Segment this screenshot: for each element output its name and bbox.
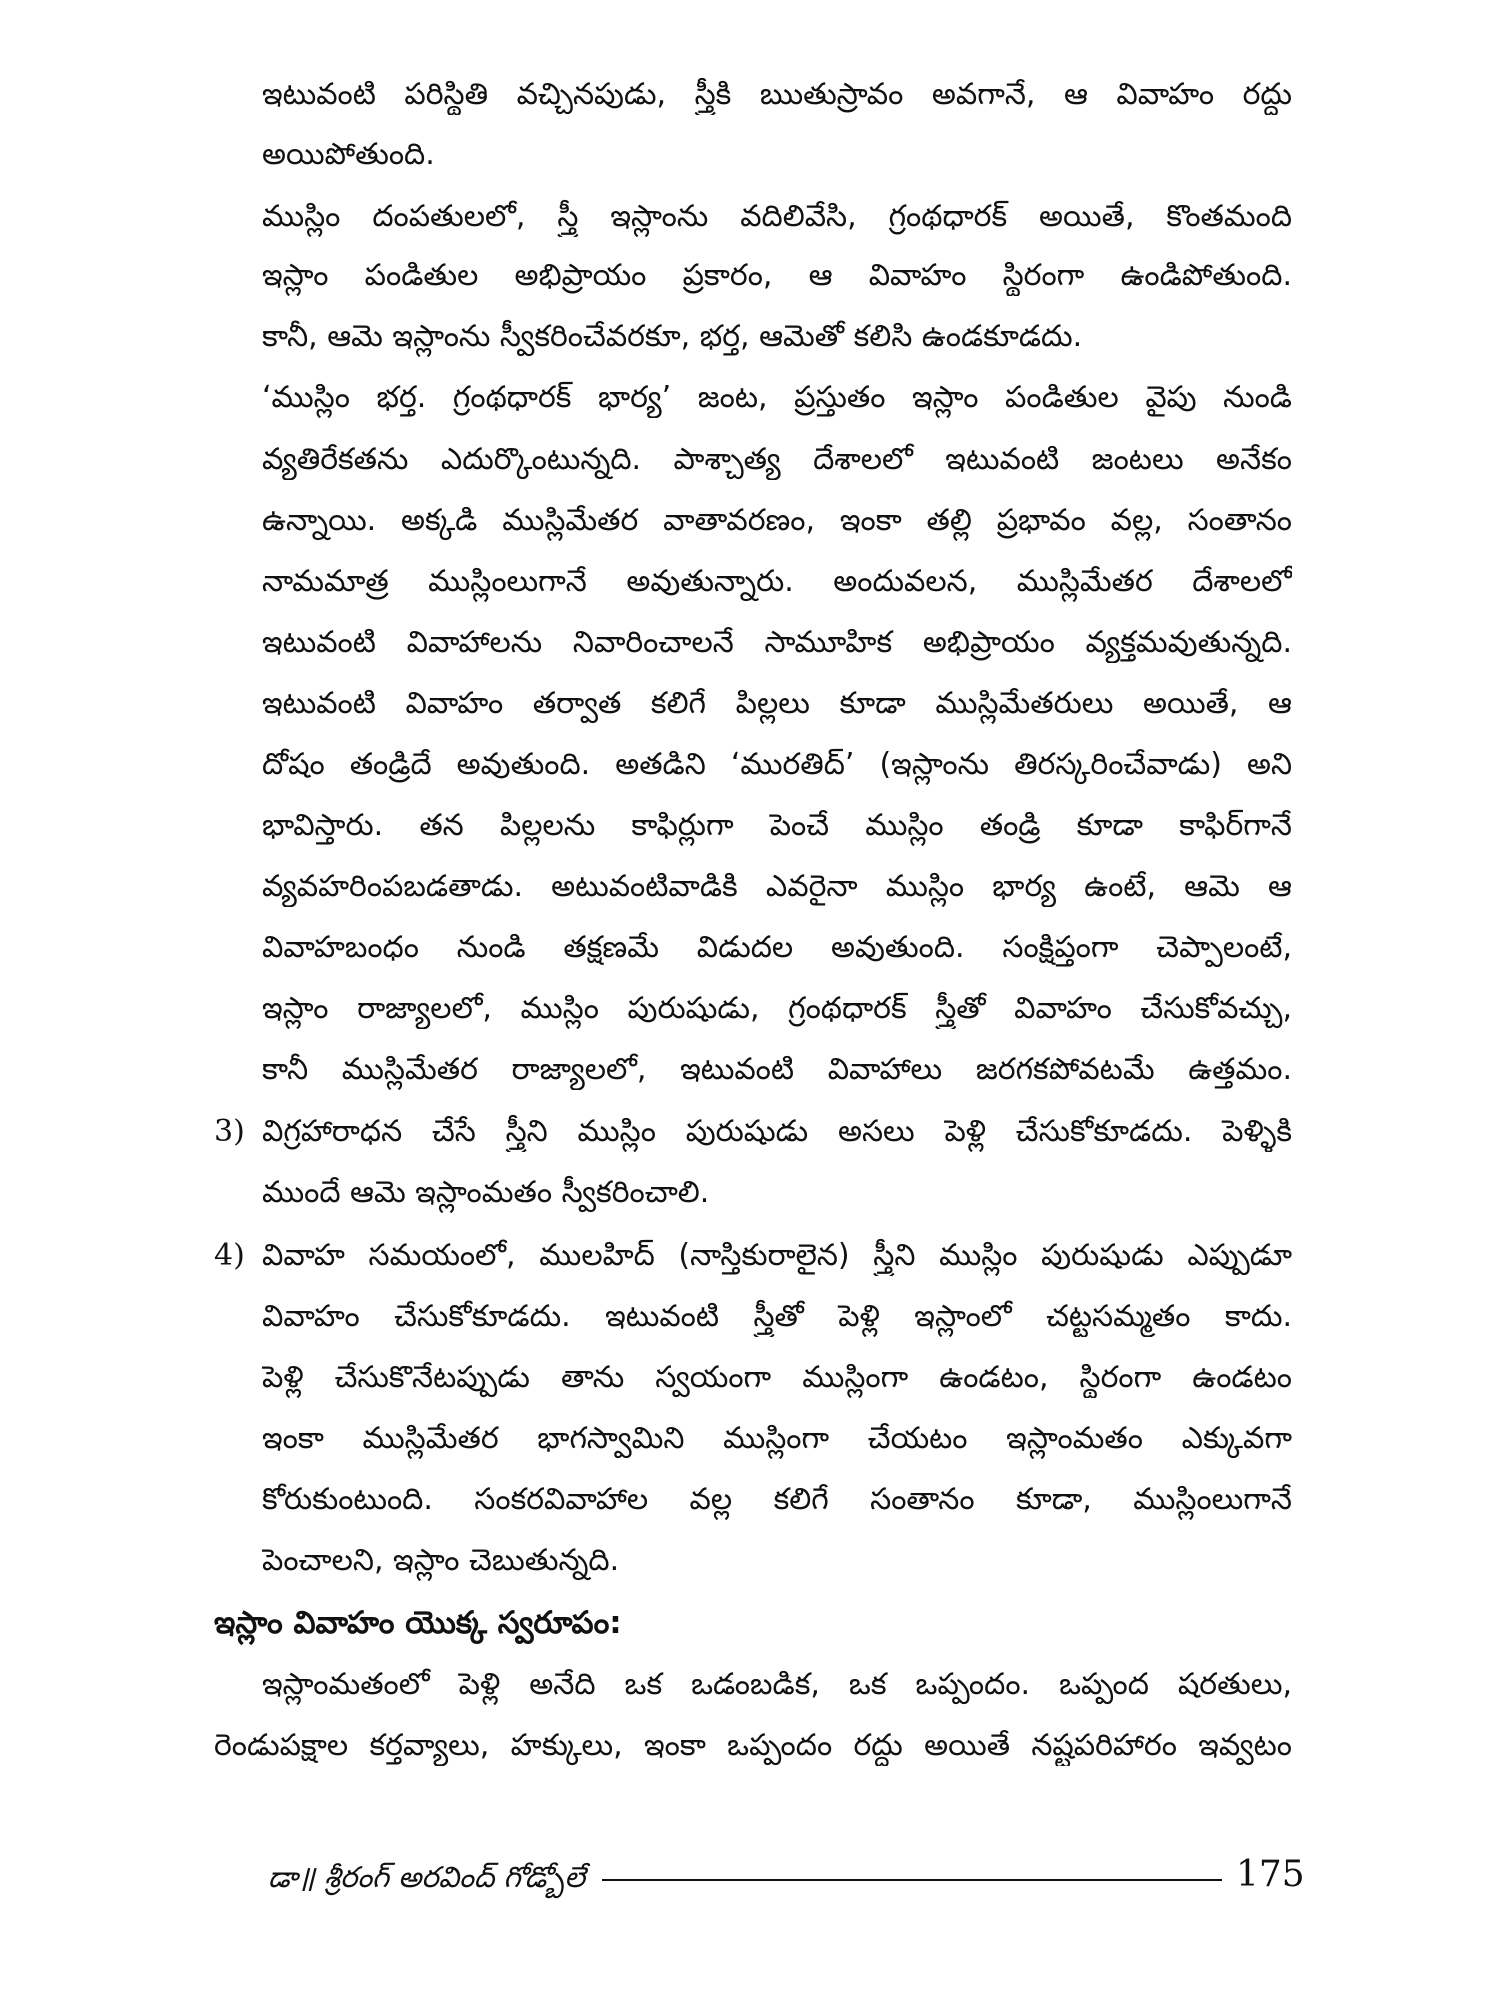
text-line: ఇస్లాం రాజ్యాలలో, ముస్లిం పురుషుడు, గ్రంథధారక్ స్త్రీతో వివాహం చేసుకోవచ్చు, — [262, 991, 1292, 1026]
footer-author: డా॥ శ్రీరంగ్ అరవింద్ గోడ్బోలే — [268, 1860, 585, 1894]
text-line: ఇస్లాం పండితుల అభిప్రాయం ప్రకారం, ఆ వివాహం స్థిరంగా ఉండిపోతుంది. — [262, 258, 1292, 293]
text-line: ముస్లిం దంపతులలో, స్త్రీ ఇస్లాంను వదిలివేసి, గ్రంథధారక్ అయితే, కొంతమంది — [262, 199, 1292, 234]
text-line: ‘ముస్లిం భర్త. గ్రంథధారక్ భార్య’ జంట, ప్రస్తుతం ఇస్లాం పండితుల వైపు నుండి — [262, 380, 1292, 415]
text-line: ఇటువంటి వివాహం తర్వాత కలిగే పిల్లలు కూడా ముస్లిమేతరులు అయితే, ఆ — [262, 686, 1292, 721]
list-item-text: వివాహం చేసుకోకూడదు. ఇటువంటి స్త్రీతో పెళ్లి ఇస్లాంలో చట్టసమ్మతం కాదు. — [262, 1299, 1292, 1334]
text-line: వ్యతిరేకతను ఎదుర్కొంటున్నది. పాశ్చాత్య దేశాలలో ఇటువంటి జంటలు అనేకం — [262, 442, 1292, 477]
list-item-text: ముందే ఆమె ఇస్లాంమతం స్వీకరించాలి. — [262, 1175, 710, 1210]
text-line: వ్యవహరింపబడతాడు. అటువంటివాడికి ఎవరైనా ముస్లిం భార్య ఉంటే, ఆమె ఆ — [262, 869, 1292, 904]
list-item-number: 3) — [214, 1114, 245, 1149]
text-line: ఇస్లాంమతంలో పెళ్లి అనేది ఒక ఒడంబడిక, ఒక ఒప్పందం. ఒప్పంద షరతులు, — [262, 1667, 1292, 1702]
list-item-number: 4) — [214, 1238, 245, 1273]
text-line: కోరుకుంటుంది. సంకరవివాహాల వల్ల కలిగే సంతానం కూడా, ముస్లింలుగానే — [262, 1482, 1292, 1517]
footer-divider — [602, 1879, 1222, 1881]
section-heading: ఇస్లాం వివాహం యొక్క స్వరూపం: — [214, 1605, 622, 1641]
text-line: ఇటువంటి పరిస్థితి వచ్చినపుడు, స్త్రీకి ఋతుస్రావం అవగానే, ఆ వివాహం రద్దు — [262, 77, 1292, 112]
text-line: కానీ, ఆమె ఇస్లాంను స్వీకరించేవరకూ, భర్త, ఆమెతో కలిసి ఉండకూడదు. — [262, 319, 1083, 354]
text-line: పెంచాలని, ఇస్లాం చెబుతున్నది. — [262, 1543, 620, 1578]
text-line: వివాహబంధం నుండి తక్షణమే విడుదల అవుతుంది. సంక్షిప్తంగా చెప్పాలంటే, — [262, 930, 1292, 965]
text-line: నామమాత్ర ముస్లింలుగానే అవుతున్నారు. అందువలన, ముస్లిమేతర దేశాలలో — [262, 564, 1292, 599]
text-line: పెళ్లి చేసుకొనేటప్పుడు తాను స్వయంగా ముస్లింగా ఉండటం, స్థిరంగా ఉండటం — [262, 1360, 1292, 1395]
list-item-text: వివాహ సమయంలో, ములహిద్ (నాస్తికురాలైన) స్త్రీని ముస్లిం పురుషుడు ఎప్పుడూ — [262, 1238, 1292, 1273]
text-line: ఉన్నాయి. అక్కడి ముస్లిమేతర వాతావరణం, ఇంకా తల్లి ప్రభావం వల్ల, సంతానం — [262, 503, 1292, 538]
text-line: భావిస్తారు. తన పిల్లలను కాఫిర్లుగా పెంచే ముస్లిం తండ్రి కూడా కాఫిర్‌గానే — [262, 808, 1292, 843]
text-line: అయిపోతుంది. — [262, 137, 435, 172]
text-line: ఇంకా ముస్లిమేతర భాగస్వామిని ముస్లింగా చేయటం ఇస్లాంమతం ఎక్కువగా — [262, 1421, 1292, 1456]
page-number: 175 — [1236, 1854, 1305, 1895]
text-line: రెండుపక్షాల కర్తవ్యాలు, హక్కులు, ఇంకా ఒప్పందం రద్దు అయితే నష్టపరిహారం ఇవ్వటం — [214, 1728, 1292, 1763]
text-line: దోషం తండ్రిదే అవుతుంది. అతడిని ‘మురతిద్’ (ఇస్లాంను తిరస్కరించేవాడు) అని — [262, 747, 1292, 782]
text-line: కానీ ముస్లిమేతర రాజ్యాలలో, ఇటువంటి వివాహాలు జరగకపోవటమే ఉత్తమం. — [262, 1052, 1292, 1087]
text-line: ఇటువంటి వివాహాలను నివారించాలనే సామూహిక అభిప్రాయం వ్యక్తమవుతున్నది. — [262, 625, 1292, 660]
list-item-text: విగ్రహారాధన చేసే స్త్రీని ముస్లిం పురుషుడు అసలు పెళ్లి చేసుకోకూడదు. పెళ్ళికి — [262, 1114, 1292, 1149]
